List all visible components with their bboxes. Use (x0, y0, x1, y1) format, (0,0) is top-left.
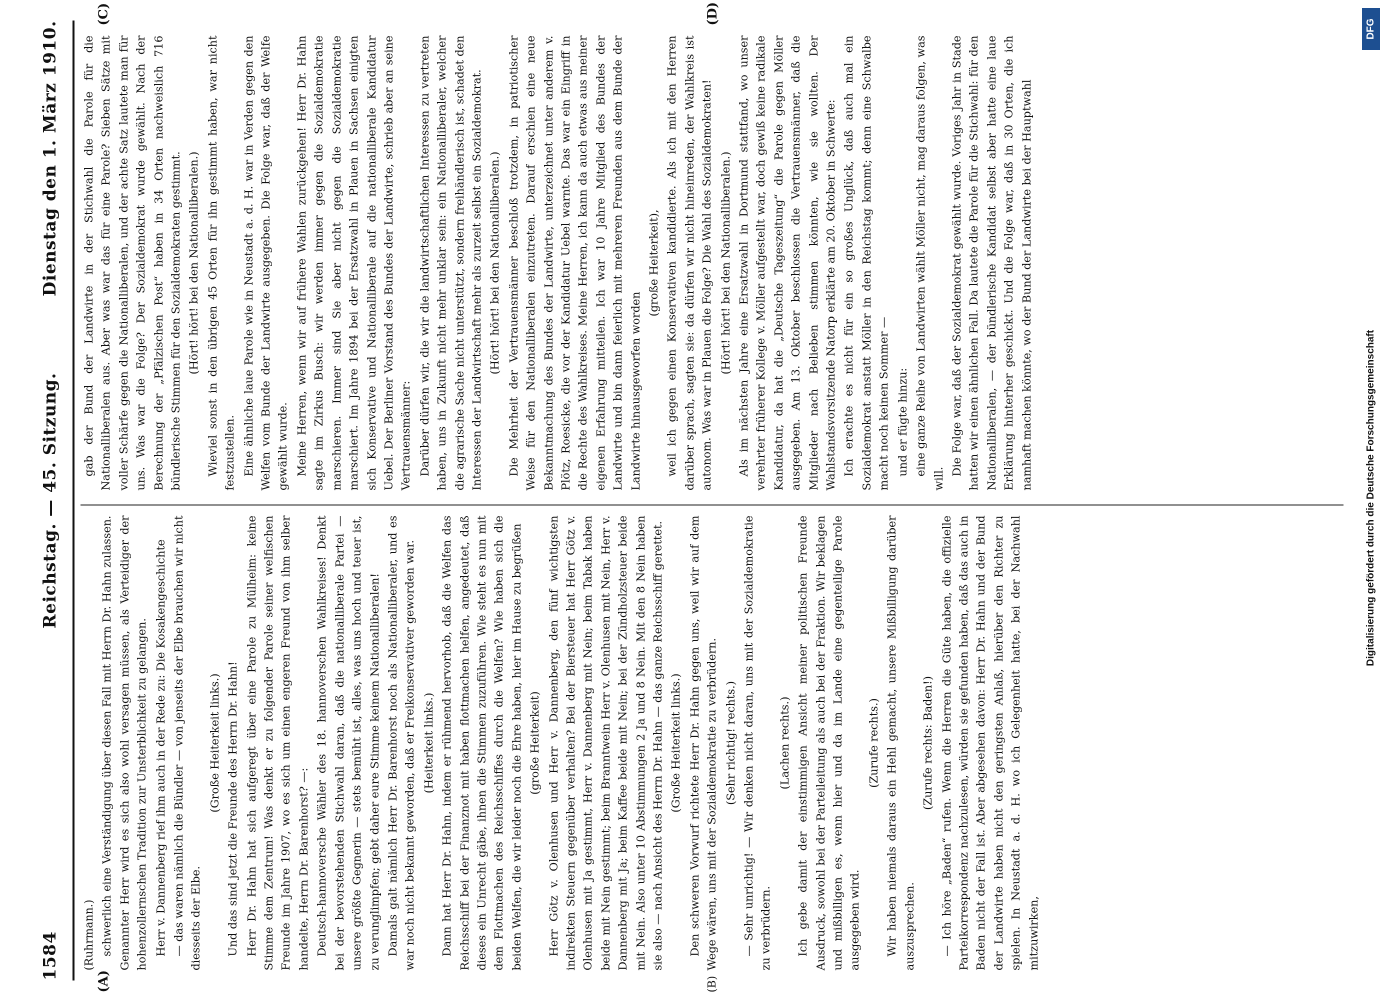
paragraph: gab der Bund der Landwirte in der Stichwahl die Parole für die Nationalliberalen aus. Aber was war das für eine Parole? Sieben Sätze mit voller Schärfe gegen die Nationalliberalen, und der achte Satz lautete man für uns. Was war die Folge? Der Sozialdemokrat wurde gewählt. Nach der Berechnung der „Pfälzischen Post“ haben in 34 Orten nachweislich 716 bündlerische Stimmen für den Sozialdemokraten gestimmt. (82, 35, 183, 490)
interjection: (Zurufe rechts: Baden!) (921, 675, 935, 810)
dfg-logo (1362, 8, 1380, 50)
session-date: Dienstag den 1. März 1910. (40, 20, 60, 296)
margin-marker-a: (A) (96, 969, 111, 992)
paragraph: schwerlich eine Verständigung über diesen Fall mit Herrn Dr. Hahn zulassen. Genannter Herr wird es sich also wohl versagen müssen, als Verteidiger der hohenzollernschen Tradition zur Unsterblichkeit zu gelangen. (100, 515, 149, 970)
paragraph: Wieviel sonst in den übrigen 45 Orten für ihn gestimmt haben, war nicht festzustellen. (205, 35, 237, 490)
interjection: (große Heiterkeit) (528, 690, 542, 795)
running-head (40, 20, 68, 980)
paragraph: Ich gebe damit der einstimmigen Ansicht meiner politischen Freunde Ausdruck, sowohl bei der Parteileitung als auch bei der Fraktion. Wir beklagen und mißbilligen es, wenn hier und da im Lande eine gegenteilige Parole ausgegeben wird. (796, 515, 862, 970)
paragraph: Deutsch-hannoversche Wähler des 18. hannoverschen Wahlkreises! Denkt bei der bevorstehenden Stichwahl daran, daß die nationalliberale Partei — unsere größte Gegnerin — stets bemüht ist, alles, was uns hoch und teuer ist, zu verunglimpfen; gebt daher eure Stimme keinem Nationalliberalen! (315, 515, 381, 970)
paragraph: — das waren nämlich die Bündler — von jenseits der Elbe brauchen wir nicht diesseits der Elbe. (172, 515, 203, 970)
left-column (80, 515, 1343, 970)
interjection: (Lachen rechts.) (777, 696, 791, 789)
interjection: (Große Heiterkeit links.) (669, 672, 683, 813)
column-divider (80, 504, 1343, 505)
paragraph: Den schweren Vorwurf richtete Herr Dr. Hahn gegen uns, weil wir auf dem Wege wären, uns mit der Sozialdemokratie zu verbrüdern. (687, 515, 719, 970)
paragraph: Und das sind jetzt die Freunde des Herrn Dr. Hahn! (226, 660, 240, 956)
interjection: (Hört! hört! bei den Nationalliberalen.) (488, 150, 502, 375)
paragraph: Herr v. Dannenberg rief ihm auch in der Rede zu: Die Kosakengeschichte (153, 538, 167, 956)
interjection: (Heiterkeit links.) (421, 692, 435, 793)
paragraph: Meine Herren, wenn wir auf frühere Wahlen zurückgehen! Herr Dr. Hahn sagte im Zirkus Busch: wir werden immer gegen die Sozialdemokratie marschieren. Immer sind Sie aber nicht gegen die Sozialdemokratie marschiert. Im Jahre 1894 bei der Ersatzwahl in Plauen in Sachsen einigten sich Konservative und Nationalliberale auf die nationalliberale Kandidatur Uebel. Der Berliner Vorstand des Bundes der Landwirte, schrieb aber an seine Vertrauensmänner: (294, 35, 413, 490)
paragraph: Herr Götz v. Olenhusen und Herr v. Dannenberg, den fünf wichtigsten indirekten Steuern gegenüber verhalten? Bei der Biersteuer hat Herr Götz v. Olenhusen mit Ja gestimmt, Herr v. Dannenberg mit Nein; beim Tabak haben beide mit Nein gestimmt; beim Branntwein Herr v. Olenhusen mit Nein, Herr v. Dannenberg mit Ja; beim Kaffee beide mit Nein; bei der Zündholzsteuer beide mit Nein. Also unter 10 Abstimmungen 2 Ja und 8 Nein. Mit den 8 Nein haben sie also — nach Ansicht des Herrn Dr. Hahn — das ganze Reichsschiff gerettet. (546, 515, 664, 970)
paragraph: eine ganze Reihe von Landwirten wählt Möller nicht, mag daraus folgen, was will. (914, 35, 945, 490)
margin-marker-b: (B) (705, 975, 718, 992)
interjection: (große Heiterkeit), (647, 208, 660, 317)
paragraph: Die Folge war, daß der Sozialdemokrat gewählt wurde. Voriges Jahr in Stade hatten wir einen ähnlichen Fall. Da lautete die Parole für die Stichwahl: für den Nationalliberalen, — der bündlerische Kandidat selbst aber hatte eine laue Erklärung hinterher geschickt. Und die Folge war, daß in 30 Orten, die ich namhaft machen könnte, wo der Bund der Landwirte bei der Hauptwahl (949, 35, 1033, 490)
interjection: (Sehr richtig! rechts.) (723, 680, 737, 805)
interjection: (Große Heiterkeit links.) (207, 672, 221, 813)
paragraph: Wir haben niemals daraus ein Hehl gemacht, unsere Mißbilligung darüber auszusprechen. (885, 515, 916, 970)
interjection: (Hört! hört! bei den Nationalliberalen.) (718, 150, 732, 375)
paragraph: und er fügte hinzu: (895, 367, 909, 476)
interjection: (Hört! hört! bei den Nationalliberalen.) (187, 150, 201, 375)
interjection: (Zurufe rechts.) (866, 697, 880, 788)
page-number: 1584 (40, 930, 60, 980)
digitization-credit (1360, 8, 1382, 988)
paragraph: weil ich gegen einen Konservativen kandidierte. Als ich mit den Herren darüber sprach, sagten sie: da dürfen wir nicht hineinreden, der Wahlkreis ist autonom. Was war in Plauen die Folge? Die Wahl des Sozialdemokraten! (665, 35, 714, 490)
session-title: Reichstag. — 45. Sitzung. (40, 372, 60, 628)
paragraph: Als im nächsten Jahre eine Ersatzwahl in Dortmund stattfand, wo unser verehrter früherer Kollege v. Möller aufgestellt war, doch gewiß keine radikale Kandidatur, da hat die „Deutsche Tageszeitung“ die Parole gegen Möller ausgegeben. Am 13. Oktober beschlossen die Vertrauensmänner, daß die Mitglieder nach Belieben stimmen könnten, wie sie wollten. Der Wahlstandsvorsitzende Natorp erklärte am 20. Oktober in Schwerte: (737, 35, 838, 490)
paragraph: Darüber dürfen wir, die wir die landwirtschaftlichen Interessen zu vertreten haben, uns in Zukunft nicht mehr unklar sein: ein Nationalliberaler, welcher die agrarische Sache nicht unterstützt, sondern freihändlerisch ist, schadet den Interessen der Landwirtschaft mehr als zurzeit selbst ein Sozialdemokrat. (417, 35, 483, 490)
dfg-logo-text: DFG (1365, 18, 1377, 40)
paragraph: Damals galt nämlich Herr Dr. Barenhorst noch als Nationalliberaler, und es war noch nicht bekannt geworden, daß er Freikonservativer geworden war. (385, 515, 417, 970)
right-column (80, 35, 1343, 490)
margin-marker-d: (D) (705, 1, 720, 25)
paragraph: — Ich höre „Baden“ rufen. Wenn die Herren die Güte haben, die offizielle Parteikorrespondenz nachzulesen, würden sie gefunden haben, daß das auch in Baden nicht der Fall ist. Aber abgesehen davon: Herr Dr. Hahn und der Bund der Landwirte haben nicht den geringsten Anlaß, hierüber den Richter zu spielen. In Neustadt a. d. H. wo ich Gelegenheit hatte, bei der Nachwahl mitzuwirken, (939, 515, 1040, 970)
credit-text: Digitalisierung gefördert durch die Deutsche Forschungsgemeinschaft (1365, 329, 1377, 667)
paragraph: Herr Dr. Hahn hat sich aufgeregt über eine Parole zu Mülheim: keine Stimme dem Zentrum! Was denkt er zu folgender Parole seiner welfischen Freunde im Jahre 1907, wo es sich um einen engeren Freund von ihm selber handelte, Herrn Dr. Barenhorst? —: (244, 515, 310, 970)
margin-marker-c: (C) (96, 2, 111, 25)
paragraph: Eine ähnliche laue Parole wie in Neustadt a. d. H. war in Verden gegen den Welfen vom Bunde der Landwirte ausgegeben. Die Folge war, daß der Welfe gewählt wurde. (241, 35, 290, 490)
header-rule (72, 20, 74, 980)
paragraph: Ich erachte es nicht für ein so großes Unglück, daß auch mal ein Sozialdemokrat anstatt Möller in den Reichstag kommt; denn eine Schwalbe macht noch keinen Sommer — (842, 35, 891, 490)
paragraph: Die Mehrheit der Vertrauensmänner beschloß trotzdem, in patriotischer Weise für den Nationalliberalen einzutreten. Darauf erschien eine neue Bekanntmachung des Bundes der Landwirte, unterzeichnet unter anderem v. Plötz, Roesicke, die vor der Kandidatur Uebel warnte. Das war ein Eingriff in die Rechte des Wahlkreises. Meine Herren, ich kann da auch etwas aus meiner eigenen Erfahrung mitteilen. Ich war 10 Jahre Mitglied des Bundes der Landwirte und bin dann feierlich mit mehreren Freunden aus dem Bunde der Landwirte hinausgeworfen worden (506, 35, 642, 490)
paragraph: — Sehr unrichtig! — Wir denken nicht daran, uns mit der Sozialdemokratie zu verbrüdern. (742, 515, 773, 970)
speaker-reference: (Ruhrmann.) (82, 899, 95, 970)
paragraph: Dann hat Herr Dr. Hahn, indem er rühmend hervorhob, daß die Welfen das Reichsschiff bei der Finanznot mit haben flottmachen helfen, angedeutet, daß dieses ein Unrecht gäbe, ihnen die Stimmen zuzuführen. Wie steht es nun mit dem Flottmachen des Reichsschiffes durch die Welfen? Wie haben sich die beiden Welfen, die wir leider noch die Ehre haben, hier im Hause zu begrüßen (440, 515, 523, 970)
